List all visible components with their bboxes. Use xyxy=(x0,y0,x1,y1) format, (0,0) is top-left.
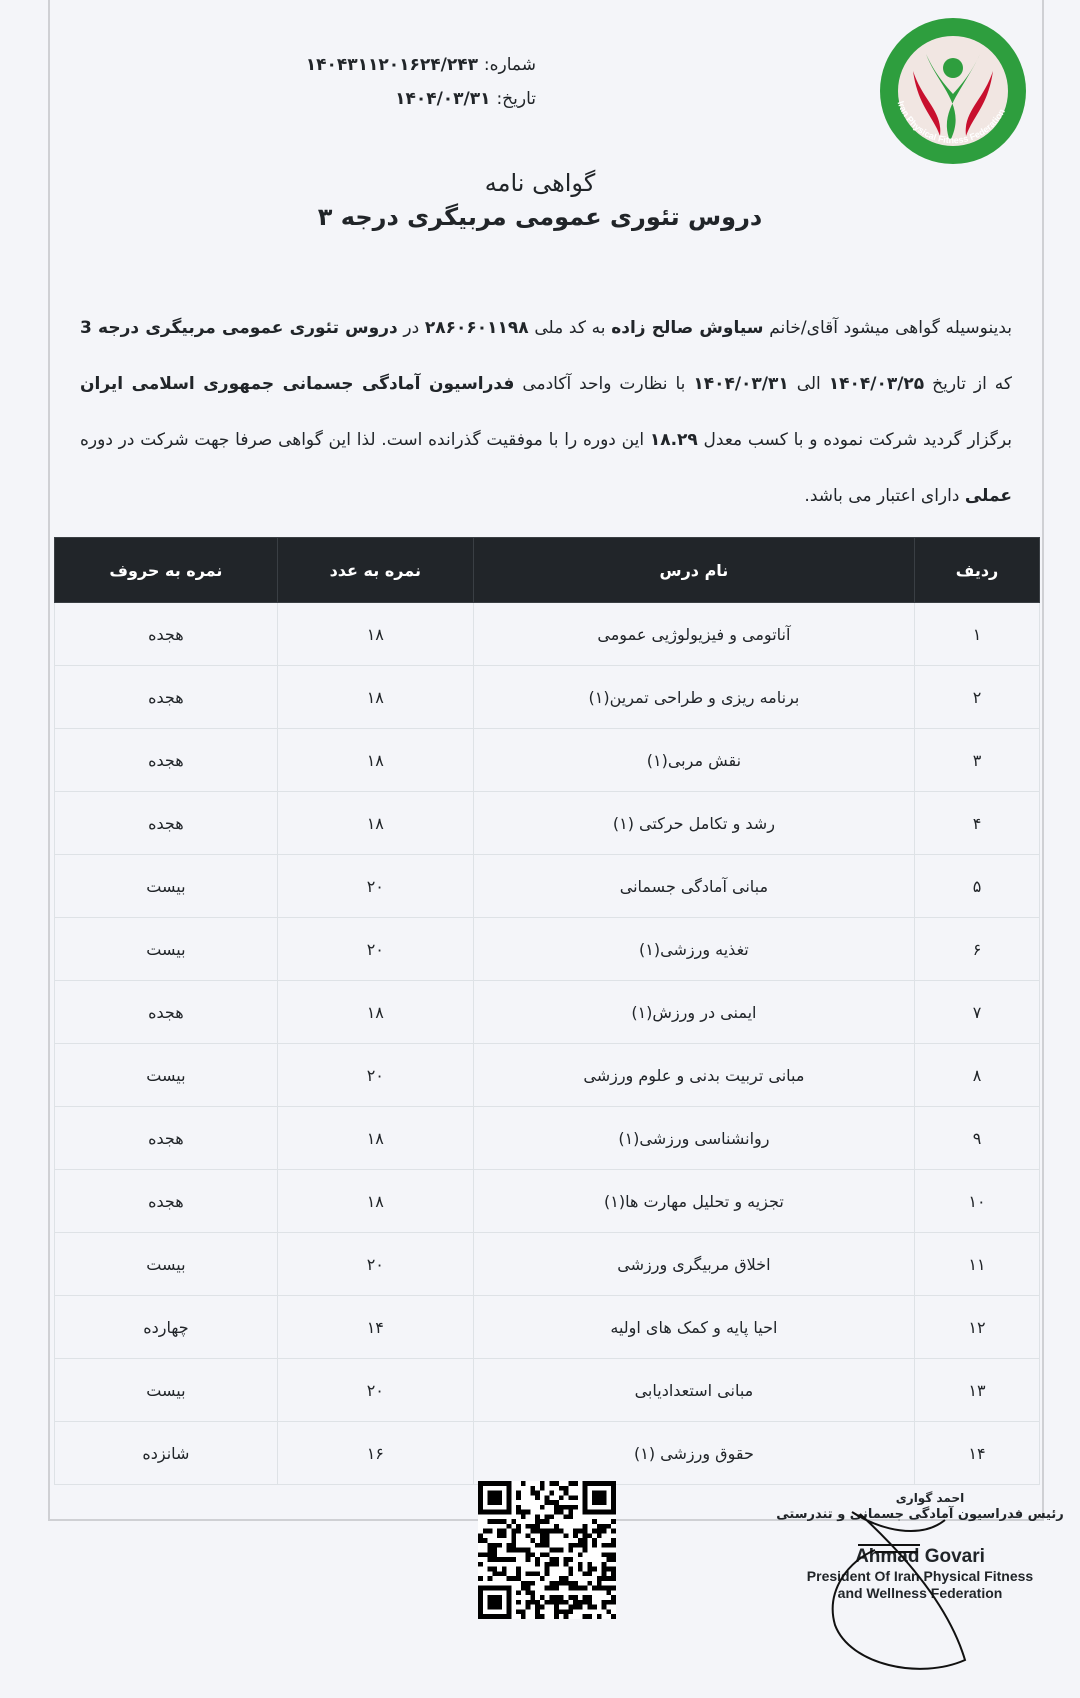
document-meta xyxy=(306,48,536,116)
cell-course-name: مبانی تربیت بدنی و علوم ورزشی xyxy=(473,1044,914,1107)
body-text: این دوره را با موفقیت گذرانده است. لذا این گواهی صرفا جهت شرکت در دوره xyxy=(80,430,650,450)
signature-block xyxy=(770,1490,1070,1680)
cell-row-number: ۱۲ xyxy=(915,1296,1040,1359)
body-text: برگزار گردید شرکت نموده و با کسب معدل xyxy=(697,430,1012,450)
cell-grade-words: بیست xyxy=(55,1044,278,1107)
table-row xyxy=(55,1359,1040,1422)
table-row xyxy=(55,1422,1040,1485)
body-text: به کد ملی xyxy=(528,318,612,338)
cell-row-number: ۱۱ xyxy=(915,1233,1040,1296)
logo-text: Iran Physical Fitness Federation xyxy=(895,99,1007,146)
cell-grade-words: هجده xyxy=(55,981,278,1044)
title-line-1: گواهی نامه xyxy=(484,169,596,197)
date-label: تاریخ: xyxy=(496,89,536,109)
table-row xyxy=(55,1107,1040,1170)
cell-grade-words: هجده xyxy=(55,792,278,855)
certificate-title xyxy=(0,166,1080,234)
cell-grade-words: چهارده xyxy=(55,1296,278,1359)
cell-row-number: ۱ xyxy=(915,603,1040,666)
body-text: دارای اعتبار می باشد. xyxy=(804,486,965,506)
course-name: دروس تئوری عمومی مربیگری درجه 3 xyxy=(80,318,398,338)
cell-row-number: ۱۳ xyxy=(915,1359,1040,1422)
qr-code[interactable] xyxy=(478,1481,616,1619)
header-course-name: نام درس xyxy=(473,538,914,603)
national-id: ۲۸۶۰۶۰۱۱۹۸ xyxy=(424,318,529,338)
body-text: الی xyxy=(788,374,829,394)
document-number xyxy=(306,48,536,82)
cell-course-name: حقوق ورزشی (۱) xyxy=(473,1422,914,1485)
document-date xyxy=(306,82,536,116)
end-date: ۱۴۰۴/۰۳/۳۱ xyxy=(693,374,789,394)
cell-row-number: ۴ xyxy=(915,792,1040,855)
cell-course-name: تغذیه ورزشی(۱) xyxy=(473,918,914,981)
number-value: ۱۴۰۴۳۱۱۲۰۱۶۲۴/۲۴۳ xyxy=(305,55,478,75)
cell-grade-number: ۱۸ xyxy=(277,603,473,666)
cell-grade-words: بیست xyxy=(55,918,278,981)
cell-row-number: ۲ xyxy=(915,666,1040,729)
table-row xyxy=(55,1170,1040,1233)
cell-grade-words: هجده xyxy=(55,666,278,729)
signer-name-en: Ahmad Govari xyxy=(855,1546,985,1567)
cell-row-number: ۷ xyxy=(915,981,1040,1044)
cell-grade-number: ۱۸ xyxy=(277,792,473,855)
table-header-row xyxy=(55,538,1040,603)
body-text: با نظارت واحد آکادمی xyxy=(514,374,694,394)
cell-grade-number: ۱۶ xyxy=(277,1422,473,1485)
number-label: شماره: xyxy=(483,55,536,75)
table-row xyxy=(55,729,1040,792)
cell-grade-words: هجده xyxy=(55,1170,278,1233)
table-row xyxy=(55,1044,1040,1107)
federation-logo xyxy=(878,16,1028,166)
table-row xyxy=(55,918,1040,981)
table-row xyxy=(55,1296,1040,1359)
header-grade-number: نمره به عدد xyxy=(277,538,473,603)
body-text: در xyxy=(397,318,425,338)
cell-grade-number: ۲۰ xyxy=(277,918,473,981)
signer-title-fa: رئیس فدراسیون آمادگی جسمانی و تندرستی xyxy=(776,1507,1064,1522)
date-value: ۱۴۰۴/۰۳/۳۱ xyxy=(395,89,491,109)
cell-grade-words: بیست xyxy=(55,1359,278,1422)
grades-table xyxy=(54,537,1040,1485)
cell-grade-number: ۱۸ xyxy=(277,1170,473,1233)
cell-course-name: آناتومی و فیزیولوژیی عمومی xyxy=(473,603,914,666)
cell-course-name: احیا پایه و کمک های اولیه xyxy=(473,1296,914,1359)
cell-grade-words: شانزده xyxy=(55,1422,278,1485)
cell-grade-number: ۱۴ xyxy=(277,1296,473,1359)
table-row xyxy=(55,666,1040,729)
cell-grade-number: ۲۰ xyxy=(277,1044,473,1107)
qr-finder-pattern xyxy=(488,1595,502,1609)
signer-title-en-1: President Of Iran Physical Fitness xyxy=(806,1568,1034,1584)
cell-grade-number: ۱۸ xyxy=(277,666,473,729)
cell-grade-words: هجده xyxy=(55,729,278,792)
table-row xyxy=(55,603,1040,666)
table-row xyxy=(55,1233,1040,1296)
cell-course-name: تجزیه و تحلیل مهارت ها(۱) xyxy=(473,1170,914,1233)
certificate-body xyxy=(80,300,1012,524)
body-text: بدینوسیله گواهی میشود آقای/خانم xyxy=(763,318,1012,338)
cell-grade-number: ۱۸ xyxy=(277,1107,473,1170)
cell-grade-number: ۱۸ xyxy=(277,981,473,1044)
cell-grade-words: بیست xyxy=(55,1233,278,1296)
cell-course-name: نقش مربی(۱) xyxy=(473,729,914,792)
cell-course-name: مبانی آمادگی جسمانی xyxy=(473,855,914,918)
cell-grade-words: هجده xyxy=(55,1107,278,1170)
table-row xyxy=(55,792,1040,855)
logo-head xyxy=(943,58,963,78)
table-row xyxy=(55,855,1040,918)
cell-course-name: اخلاق مربیگری ورزشی xyxy=(473,1233,914,1296)
cell-grade-words: بیست xyxy=(55,855,278,918)
cell-grade-words: هجده xyxy=(55,603,278,666)
recipient-name: سیاوش صالح زاده xyxy=(611,318,764,338)
header-row-number: ردیف xyxy=(915,538,1040,603)
cell-course-name: ایمنی در ورزش(۱) xyxy=(473,981,914,1044)
table-row xyxy=(55,981,1040,1044)
cell-row-number: ۵ xyxy=(915,855,1040,918)
average-score: ۱۸.۲۹ xyxy=(649,430,698,450)
signer-name-fa: احمد گواری xyxy=(895,1491,965,1505)
title-line-2: دروس تئوری عمومی مربیگری درجه ۳ xyxy=(317,203,763,231)
cell-course-name: روانشناسی ورزشی(۱) xyxy=(473,1107,914,1170)
cell-row-number: ۱۴ xyxy=(915,1422,1040,1485)
cell-course-name: رشد و تکامل حرکتی (۱) xyxy=(473,792,914,855)
qr-finder-pattern xyxy=(488,1491,502,1505)
cell-row-number: ۶ xyxy=(915,918,1040,981)
cell-grade-number: ۲۰ xyxy=(277,1233,473,1296)
body-text: که از تاریخ xyxy=(924,374,1012,394)
cell-row-number: ۸ xyxy=(915,1044,1040,1107)
cell-course-name: مبانی استعدادیابی xyxy=(473,1359,914,1422)
header-grade-words: نمره به حروف xyxy=(55,538,278,603)
cell-course-name: برنامه ریزی و طراحی تمرین(۱) xyxy=(473,666,914,729)
cell-row-number: ۱۰ xyxy=(915,1170,1040,1233)
federation-name: فدراسیون آمادگی جسمانی جمهوری اسلامی ایران xyxy=(80,374,515,394)
practical-course: عملی xyxy=(964,486,1012,506)
cell-grade-number: ۲۰ xyxy=(277,855,473,918)
start-date: ۱۴۰۴/۰۳/۲۵ xyxy=(828,374,925,394)
cell-grade-number: ۲۰ xyxy=(277,1359,473,1422)
signer-title-en-2: and Wellness Federation xyxy=(837,1585,1003,1601)
cell-row-number: ۳ xyxy=(915,729,1040,792)
cell-grade-number: ۱۸ xyxy=(277,729,473,792)
qr-finder-pattern xyxy=(592,1491,606,1505)
cell-row-number: ۹ xyxy=(915,1107,1040,1170)
